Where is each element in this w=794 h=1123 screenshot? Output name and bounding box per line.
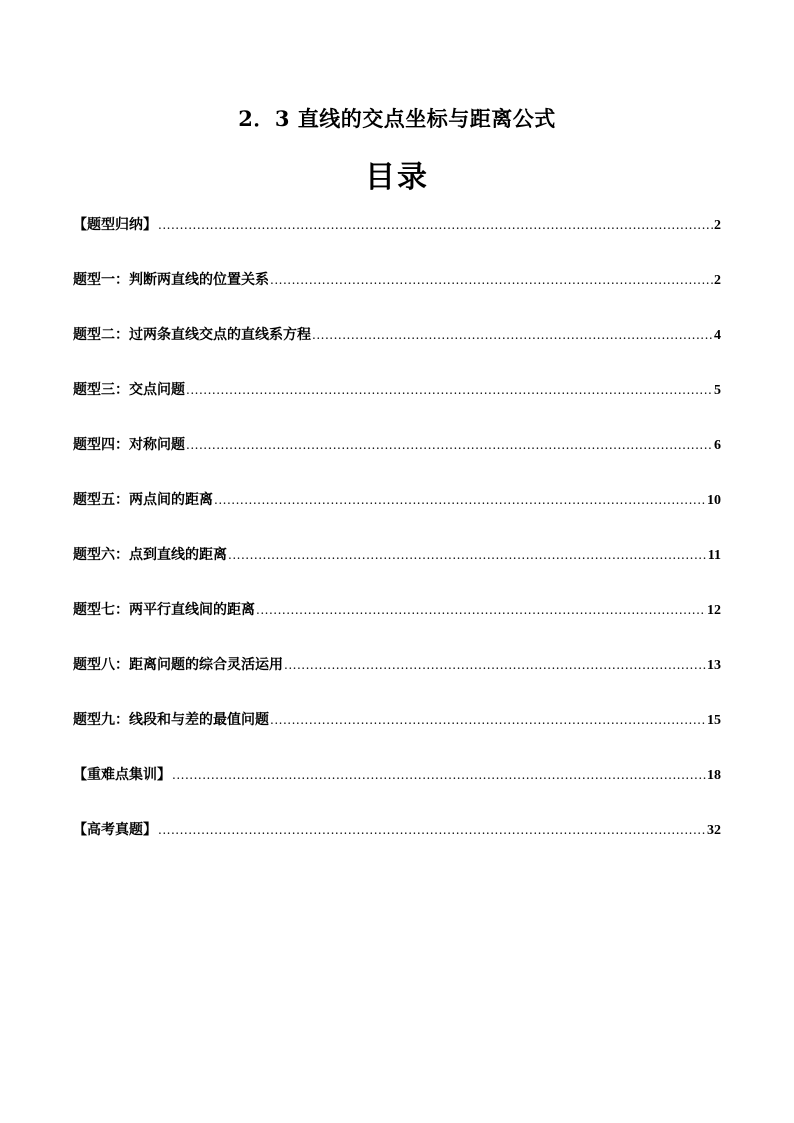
table-of-contents: [73, 213, 721, 873]
toc-dot-leader: [284, 653, 706, 677]
toc-entry-type-2[interactable]: [73, 323, 721, 378]
toc-entry-label: 题型四：对称问题: [73, 437, 185, 453]
toc-dot-leader: [172, 763, 706, 787]
toc-dot-leader: [270, 708, 706, 732]
toc-entry-label: 题型九：线段和与差的最值问题: [73, 712, 269, 728]
toc-entry-page: 2: [714, 218, 721, 233]
page-title: 2．3 直线的交点坐标与距离公式: [238, 106, 556, 131]
toc-dot-leader: [158, 818, 706, 842]
toc-entry-page: 13: [707, 658, 721, 673]
toc-entry-type-3[interactable]: [73, 378, 721, 433]
toc-entry-page: 10: [707, 493, 721, 508]
toc-entry-page: 32: [707, 823, 721, 838]
toc-dot-leader: [186, 378, 713, 402]
toc-entry-label: 【高考真题】: [73, 822, 157, 838]
toc-entry-type-8[interactable]: [73, 653, 721, 708]
toc-dot-leader: [312, 323, 713, 347]
toc-entry-page: 6: [714, 438, 721, 453]
toc-entry-page: 18: [707, 768, 721, 783]
toc-dot-leader: [186, 433, 713, 457]
toc-dot-leader: [214, 488, 706, 512]
toc-entry-label: 【重难点集训】: [73, 767, 171, 783]
toc-entry-label: 题型二：过两条直线交点的直线系方程: [73, 327, 311, 343]
toc-entry-label: 题型三：交点问题: [73, 382, 185, 398]
toc-dot-leader: [256, 598, 706, 622]
toc-entry-label: 题型一：判断两直线的位置关系: [73, 272, 269, 288]
toc-entry-page: 2: [714, 273, 721, 288]
toc-entry-key-training[interactable]: [73, 763, 721, 818]
toc-entry-page: 5: [714, 383, 721, 398]
toc-dot-leader: [228, 543, 707, 567]
toc-entry-type-5[interactable]: [73, 488, 721, 543]
toc-entry-type-summary[interactable]: [73, 213, 721, 268]
toc-entry-type-4[interactable]: [73, 433, 721, 488]
toc-entry-type-6[interactable]: [73, 543, 721, 598]
toc-dot-leader: [158, 213, 713, 237]
toc-heading: 目录: [365, 160, 429, 195]
toc-entry-page: 12: [707, 603, 721, 618]
toc-entry-type-7[interactable]: [73, 598, 721, 653]
toc-entry-page: 11: [707, 548, 721, 563]
toc-entry-label: 【题型归纳】: [73, 217, 157, 233]
toc-entry-page: 4: [714, 328, 721, 343]
toc-entry-page: 15: [707, 713, 721, 728]
toc-entry-type-1[interactable]: [73, 268, 721, 323]
toc-dot-leader: [270, 268, 713, 292]
toc-entry-label: 题型六：点到直线的距离: [73, 547, 227, 563]
toc-entry-type-9[interactable]: [73, 708, 721, 763]
toc-entry-label: 题型八：距离问题的综合灵活运用: [73, 657, 283, 673]
toc-entry-exam-questions[interactable]: [73, 818, 721, 873]
toc-entry-label: 题型五：两点间的距离: [73, 492, 213, 508]
toc-entry-label: 题型七：两平行直线间的距离: [73, 602, 255, 618]
